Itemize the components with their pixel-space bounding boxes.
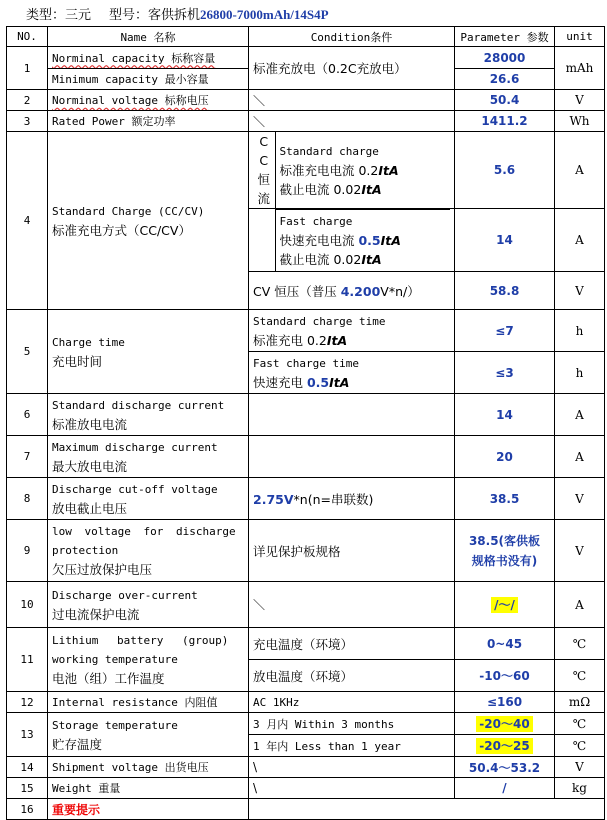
condition-cell [249, 436, 455, 478]
fc-cut: 截止电流 0.02 [279, 252, 362, 267]
storage-temperature-name [48, 713, 249, 757]
name-cn: 过电流保护电流 [52, 606, 140, 622]
cc-char: C [259, 153, 269, 168]
unit-cell: h [555, 352, 605, 394]
fc-en: Fast charge [279, 215, 353, 228]
table-row [7, 111, 605, 132]
maximum-discharge-value: 20 [455, 436, 555, 478]
table-row [7, 132, 605, 209]
row-no: 13 [7, 713, 48, 757]
unit-cell: V [555, 757, 605, 778]
col-condition: Condition条件 [249, 27, 455, 47]
ita-unit: ItA [326, 332, 348, 348]
standard-charge-time-value: ≤7 [455, 310, 555, 352]
table-row [7, 436, 605, 478]
row-no: 2 [7, 90, 48, 111]
cv-rate: 4.200 [340, 283, 381, 299]
battery-type-label: 类型：三元 [26, 8, 92, 23]
table-row [7, 520, 605, 582]
resistance-condition: AC 1KHz [249, 692, 455, 713]
cv-tail: V*n/） [380, 283, 420, 299]
fast-charge-conditions [249, 209, 455, 272]
table-row [7, 799, 605, 820]
table-row [7, 582, 605, 628]
cv-condition [249, 272, 455, 310]
maximum-discharge-name [48, 436, 249, 478]
charge-temperature-condition: 充电温度（环境） [249, 628, 455, 660]
standard-discharge-name [48, 394, 249, 436]
rated-power-value: 1411.2 [455, 111, 555, 132]
col-parameter: Parameter 参数 [455, 27, 555, 47]
minimum-capacity-label: Minimum capacity 最小容量 [48, 69, 249, 90]
standard-charge-value: 5.6 [455, 132, 555, 209]
low-voltage-protection-name [48, 520, 249, 582]
discharge-cutoff-value: 38.5 [455, 478, 555, 520]
row-no: 3 [7, 111, 48, 132]
fc-rate: 0.5 [306, 374, 330, 390]
unit-cell: ℃ [555, 660, 605, 692]
name-en: Standard discharge current [52, 398, 225, 412]
col-name: Name 名称 [48, 27, 249, 47]
model-label: 型号：客供拆机 [109, 8, 201, 23]
unit-cell: mΩ [555, 692, 605, 713]
row-no: 6 [7, 394, 48, 436]
document-header [26, 6, 329, 24]
value-line: 38.5(客供板 [468, 533, 541, 548]
table-row [7, 394, 605, 436]
table-row [7, 757, 605, 778]
row-no: 10 [7, 582, 48, 628]
over-current-name [48, 582, 249, 628]
minimum-capacity-value: 26.6 [455, 69, 555, 90]
shipment-voltage-value: 50.4～53.2 [455, 757, 555, 778]
unit-cell: ℃ [555, 713, 605, 735]
highlighted-value: /～/ [491, 597, 518, 613]
unit-cell: V [555, 478, 605, 520]
cc-char: 流 [257, 191, 270, 206]
unit-cell: A [555, 209, 605, 272]
name-en: low voltage for discharge [52, 525, 236, 538]
name-cn: 电池（组）工作温度 [52, 671, 165, 686]
name-en: Charge time [52, 335, 125, 349]
table-row [7, 778, 605, 799]
sc-cn: 标准充电 0.2 [253, 332, 327, 348]
cc-label [253, 132, 275, 208]
charge-temperature-value: 0~45 [455, 628, 555, 660]
condition-cell: ＼ [249, 90, 455, 111]
name-en: Discharge over-current [52, 588, 198, 602]
table-row [7, 310, 605, 352]
row-no: 12 [7, 692, 48, 713]
table-row [7, 478, 605, 520]
row-no: 8 [7, 478, 48, 520]
cc-char: 恒 [257, 172, 270, 187]
condition-cell: \ [249, 778, 455, 799]
table-row [7, 628, 605, 660]
name-en: protection [52, 544, 119, 557]
standard-charge-time-condition [249, 310, 455, 352]
over-current-value [455, 582, 555, 628]
capacity-condition: 标准充放电（0.2C充放电） [249, 47, 455, 90]
name-en: Standard Charge (CC/CV) [52, 204, 205, 218]
name-en: working temperature [52, 653, 178, 666]
ita-unit: ItA [380, 233, 401, 248]
nominal-voltage-label: Norminal voltage 标称电压 [48, 90, 249, 111]
fc-cn: 快速充电电流 [279, 233, 359, 248]
unit-cell: A [555, 582, 605, 628]
cc-char: C [259, 134, 269, 149]
working-temperature-name [48, 628, 249, 692]
fast-charge-condition [275, 210, 450, 272]
row-no: 11 [7, 628, 48, 692]
table-row [7, 713, 605, 735]
weight-value: / [455, 778, 555, 799]
unit-cell: h [555, 310, 605, 352]
internal-resistance-value: ≤160 [455, 692, 555, 713]
row-no: 15 [7, 778, 48, 799]
col-no: NO. [7, 27, 48, 47]
condition-cell: ＼ [249, 582, 455, 628]
ita-unit: ItA [329, 374, 350, 390]
name-cn: 贮存温度 [52, 736, 103, 752]
highlighted-value: -20～40 [476, 716, 532, 732]
row-no: 4 [7, 132, 48, 310]
row-no: 1 [7, 47, 48, 90]
unit-cell: ℃ [555, 628, 605, 660]
ita-unit: ItA [361, 252, 382, 267]
unit-cell: kg [555, 778, 605, 799]
discharge-temperature-condition: 放电温度（环境） [249, 660, 455, 692]
condition-cell: ＼ [249, 111, 455, 132]
sc-cut: 截止电流 0.02 [279, 181, 362, 197]
name-cn: 欠压过放保护电压 [52, 562, 153, 577]
storage-short-condition: 3 月内 Within 3 months [249, 713, 455, 735]
nominal-capacity-label: Norminal capacity 标称容量 [48, 47, 249, 69]
name-en: Maximum discharge current [52, 440, 218, 454]
name-cn: 最大放电电流 [52, 458, 128, 474]
storage-long-condition: 1 年内 Less than 1 year [249, 735, 455, 757]
protection-condition: 详见保护板规格 [249, 520, 455, 582]
header-row [7, 27, 605, 47]
discharge-cutoff-name [48, 478, 249, 520]
name-cn: 标准充电方式（CC/CV） [52, 222, 191, 238]
fc-cn: 快速充电 [253, 374, 307, 390]
col-unit: unit [555, 27, 605, 47]
spec-table [6, 26, 605, 820]
nominal-voltage-value: 50.4 [455, 90, 555, 111]
sc-cn: 标准充电电流 0.2 [279, 162, 379, 178]
table-row [7, 90, 605, 111]
name-en: Storage temperature [52, 718, 178, 732]
important-notice-content [249, 799, 605, 820]
ita-unit: ItA [361, 181, 382, 197]
fast-charge-time-condition [249, 352, 455, 394]
charge-time-name [48, 310, 249, 394]
shipment-voltage-label: Shipment voltage 出货电压 [48, 757, 249, 778]
condition-cell: \ [249, 757, 455, 778]
row-no: 5 [7, 310, 48, 394]
charge-conditions [249, 132, 455, 209]
fast-charge-value: 14 [455, 209, 555, 272]
cond-tail: *n(n=串联数) [293, 491, 374, 507]
capacity-unit: mAh [555, 47, 605, 90]
storage-short-value [455, 713, 555, 735]
low-voltage-protection-value [455, 520, 555, 582]
sc-en: Standard charge time [253, 314, 386, 328]
weight-label: Weight 重量 [48, 778, 249, 799]
unit-cell: A [555, 436, 605, 478]
highlighted-value: -20～25 [476, 738, 532, 754]
important-notice-label: 重要提示 [48, 799, 249, 820]
unit-cell: Wh [555, 111, 605, 132]
unit-cell: A [555, 132, 605, 209]
fc-en: Fast charge time [253, 356, 359, 370]
sc-en: Standard charge [279, 144, 379, 158]
standard-discharge-value: 14 [455, 394, 555, 436]
unit-cell: A [555, 394, 605, 436]
fc-rate: 0.5 [358, 233, 381, 248]
discharge-cutoff-condition [249, 478, 455, 520]
rated-power-label: Rated Power 额定功率 [48, 111, 249, 132]
cond-rate: 2.75V [253, 491, 294, 507]
unit-cell: ℃ [555, 735, 605, 757]
model-value: 26800-7000mAh/14S4P [200, 7, 329, 22]
name-cn: 标准放电电流 [52, 416, 128, 432]
table-row [7, 47, 605, 69]
unit-cell: V [555, 90, 605, 111]
discharge-temperature-value: -10～60 [455, 660, 555, 692]
cv-value: 58.8 [455, 272, 555, 310]
name-cn: 放电截止电压 [52, 500, 128, 516]
ita-unit: ItA [378, 162, 399, 178]
standard-charge-name [48, 132, 249, 310]
row-no: 9 [7, 520, 48, 582]
row-no: 16 [7, 799, 48, 820]
row-no: 7 [7, 436, 48, 478]
value-line: 规格书没有) [471, 553, 538, 568]
nominal-capacity-value: 28000 [455, 47, 555, 69]
fast-charge-time-value: ≤3 [455, 352, 555, 394]
row-no: 14 [7, 757, 48, 778]
name-en: Lithium battery (group) [52, 634, 229, 647]
unit-cell: V [555, 520, 605, 582]
name-en: Discharge cut-off voltage [52, 482, 218, 496]
table-row [7, 692, 605, 713]
cv-cn: CV 恒压（普压 [253, 283, 341, 299]
condition-cell [249, 394, 455, 436]
standard-charge-condition [275, 132, 450, 208]
storage-long-value [455, 735, 555, 757]
unit-cell: V [555, 272, 605, 310]
name-cn: 充电时间 [52, 353, 103, 369]
internal-resistance-label: Internal resistance 内阻值 [48, 692, 249, 713]
